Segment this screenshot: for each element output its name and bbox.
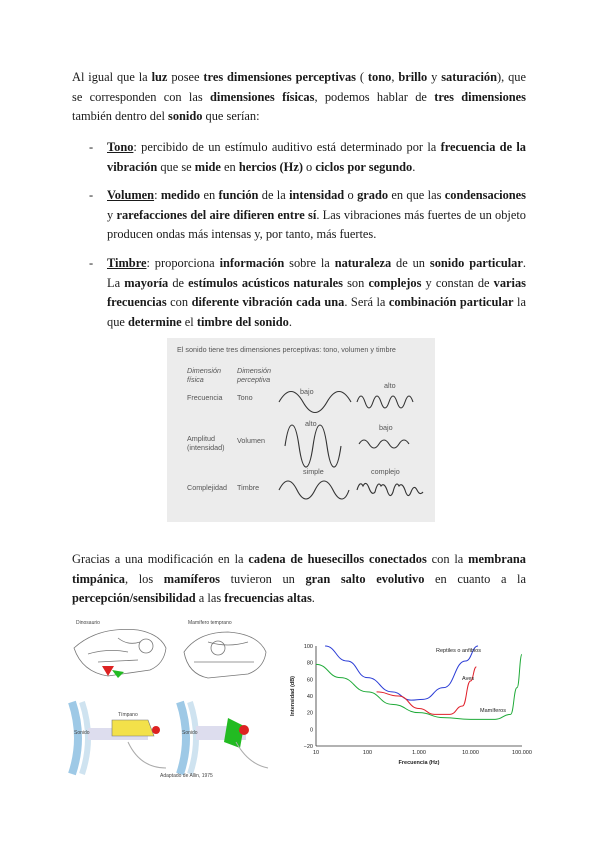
wave-low-frequency xyxy=(279,392,351,413)
bold-run: frecuencias altas xyxy=(224,591,312,606)
y-tick-label: 40 xyxy=(306,694,313,700)
bullet-timbre xyxy=(107,254,526,332)
bold-run: combinación particular xyxy=(388,295,514,310)
bold-run: mide xyxy=(194,159,221,174)
text-run: la que xyxy=(107,295,526,329)
mammal-skull xyxy=(184,632,266,678)
ear-diagram-right xyxy=(180,702,268,774)
bold-run: cadena de huesecillos conectados xyxy=(248,552,427,566)
row-perceptual-volumen: Volumen xyxy=(237,436,265,445)
dinosaur-ear-highlight xyxy=(102,666,114,676)
term-timbre: Timbre xyxy=(107,256,147,270)
text-run: . La xyxy=(107,256,526,290)
bold-run: rarefacciones del aire difieren entre sí xyxy=(116,207,317,222)
text-run: , podemos hablar de xyxy=(314,89,435,104)
closing-paragraph xyxy=(72,550,526,609)
text-run: ), que se corresponden con las xyxy=(72,70,527,104)
x-tick-label: 1.000 xyxy=(412,750,426,756)
legend-entry: Aves xyxy=(462,676,475,682)
text-run: . Será la xyxy=(344,295,389,310)
text-run: posee xyxy=(167,70,204,84)
text-run: , los xyxy=(125,571,164,586)
x-tick-label: 10.000 xyxy=(462,750,479,756)
bold-run: tres dimensiones perceptivas xyxy=(203,70,356,84)
text-run: Al igual que la xyxy=(72,70,152,84)
wave-label-complejo: complejo xyxy=(371,467,400,476)
wave-high-frequency xyxy=(357,396,413,408)
bold-run: naturaleza xyxy=(334,256,392,270)
y-axis-label: Intensidad (dB) xyxy=(290,675,296,717)
label-timpano: Tímpano xyxy=(118,712,138,718)
text-run: son xyxy=(343,275,369,290)
text-run: . xyxy=(311,591,315,606)
dinosaur-skull xyxy=(74,629,166,676)
ear-illustration xyxy=(68,618,276,782)
text-run: , xyxy=(391,70,399,84)
bold-run: medido xyxy=(160,188,201,202)
text-run: con xyxy=(166,295,192,310)
text-run: . Las vibraciones más fuertes de un objeto producen ondas más intensas y, por tanto, más fuertes. xyxy=(107,207,527,242)
bold-run: luz xyxy=(151,70,168,84)
wave-label-bajo: bajo xyxy=(300,387,314,396)
bold-run: hercios (Hz) xyxy=(238,159,303,174)
text-run: . xyxy=(288,314,292,329)
text-run: de la xyxy=(258,188,290,202)
text-run: en xyxy=(200,188,219,202)
text-run: en que las xyxy=(388,188,445,202)
row-physical-amplitud: Amplitud (intensidad) xyxy=(187,434,225,452)
audibility-chart xyxy=(286,640,532,772)
bold-run: percepción/sensibilidad xyxy=(72,591,196,606)
text-run: de un xyxy=(391,256,430,270)
figure-credit: Adaptado de Allin, 1975 xyxy=(160,773,213,779)
bold-run: ciclos por segundo xyxy=(315,159,413,174)
wave-label-simple: simple xyxy=(303,467,324,476)
figure-ear-evolution xyxy=(68,618,276,782)
text-run: Gracias a una modificación en la xyxy=(72,552,249,566)
text-run: o xyxy=(302,159,316,174)
text-run: y xyxy=(427,70,442,84)
x-tick-label: 100 xyxy=(362,750,373,756)
wave-complex xyxy=(357,483,423,495)
term-volumen: Volumen xyxy=(107,188,155,202)
bold-run: complejos xyxy=(368,275,422,290)
text-run: y xyxy=(107,207,117,222)
x-tick-label: 10 xyxy=(312,750,320,756)
bold-run: tono xyxy=(367,70,392,84)
row-physical-complejidad: Complejidad xyxy=(187,483,227,492)
bold-run: función xyxy=(218,188,259,202)
bold-run: determine xyxy=(128,314,182,329)
text-run: : xyxy=(154,188,161,202)
text-run: en cuanto a la xyxy=(424,571,526,586)
bold-run: intensidad xyxy=(289,188,345,202)
bullet-volumen xyxy=(107,186,526,245)
bold-run: grado xyxy=(357,188,389,202)
bold-run: frecuencia de la vibración xyxy=(107,140,527,174)
x-tick-label: 100.000 xyxy=(512,750,532,756)
text-run: : percibido de un estímulo auditivo está determinado por la xyxy=(133,140,441,154)
label-early-mammal: Mamífero temprano xyxy=(188,620,232,626)
y-tick-label: 80 xyxy=(306,660,313,667)
bold-run: saturación xyxy=(441,70,497,84)
term-tono: Tono xyxy=(107,140,134,154)
legend-entry: Reptiles o anfibios xyxy=(436,648,481,654)
text-run: : proporciona xyxy=(146,256,220,270)
bullet-tono xyxy=(107,138,526,177)
text-run: tuvieron un xyxy=(219,571,306,586)
y-tick-label: 20 xyxy=(306,710,313,717)
text-run: a las xyxy=(195,591,225,606)
text-run: en xyxy=(220,159,239,174)
bold-run: dimensiones físicas xyxy=(210,89,315,104)
wave-label-alto: alto xyxy=(384,381,396,390)
bold-run: varias frecuencias xyxy=(107,275,526,310)
text-run: de xyxy=(168,275,189,290)
chart-svg xyxy=(286,640,532,772)
bullet-dash: - xyxy=(89,140,94,154)
bold-run: mayoría xyxy=(124,275,169,290)
bold-run: sonido particular xyxy=(429,256,523,270)
figure-waves xyxy=(167,338,435,522)
series-line-1 xyxy=(377,667,477,715)
column-header-physical: Dimensión física xyxy=(187,366,221,384)
text-run: . xyxy=(412,159,416,174)
y-tick-label: 0 xyxy=(309,727,313,734)
bold-run: información xyxy=(219,256,285,270)
row-physical-frecuencia: Frecuencia xyxy=(187,393,223,402)
label-dinosaur: Dinosaurio xyxy=(76,620,100,626)
y-tick-label: −20 xyxy=(303,744,313,750)
text-run: que serían: xyxy=(202,109,260,124)
series-line-0 xyxy=(325,646,478,700)
text-run: también dentro del xyxy=(72,109,168,124)
label-sonido-right: Sonido xyxy=(182,730,198,736)
bold-run: mamíferos xyxy=(163,571,220,586)
y-tick-label: 60 xyxy=(306,677,313,684)
text-run: sobre la xyxy=(284,256,335,270)
text-run: que se xyxy=(157,159,195,174)
label-sonido-left: Sonido xyxy=(74,730,90,736)
bold-run: diferente vibración cada una xyxy=(191,295,345,310)
bold-run: tres dimensiones xyxy=(434,89,526,104)
legend-entry: Mamíferos xyxy=(480,708,506,714)
row-perceptual-timbre: Timbre xyxy=(237,483,260,492)
text-run: o xyxy=(344,188,358,202)
figure-sound-dimensions xyxy=(167,338,435,522)
wave-low-amplitude xyxy=(359,440,409,448)
bullet-dash: - xyxy=(89,188,94,202)
wave-high-amplitude xyxy=(285,425,341,467)
text-run: el xyxy=(181,314,197,329)
row-perceptual-tono: Tono xyxy=(237,393,253,402)
bold-run: condensaciones xyxy=(444,188,527,202)
figure-caption: El sonido tiene tres dimensiones perceptivas: tono, volumen y timbre xyxy=(177,345,396,354)
bold-run: gran salto evolutivo xyxy=(305,571,425,586)
bullet-dash: - xyxy=(89,256,94,270)
text-run: y constan de xyxy=(421,275,494,290)
wave-simple xyxy=(279,481,349,499)
intro-paragraph xyxy=(72,68,526,127)
bold-run: timbre del sonido xyxy=(196,314,289,329)
text-run: con la xyxy=(426,552,469,566)
y-tick-label: 100 xyxy=(303,644,313,650)
wave-label-bajo: bajo xyxy=(379,423,393,432)
wave-label-alto: alto xyxy=(305,419,317,428)
bold-run: estímulos acústicos naturales xyxy=(188,275,343,290)
bold-run: sonido xyxy=(168,109,203,124)
bold-run: brillo xyxy=(398,70,428,84)
x-axis-label: Frecuencia (Hz) xyxy=(398,760,440,766)
bold-run: membrana timpánica xyxy=(72,552,526,586)
column-header-perceptual: Dimensión perceptiva xyxy=(237,366,271,384)
text-run: ( xyxy=(355,70,368,84)
